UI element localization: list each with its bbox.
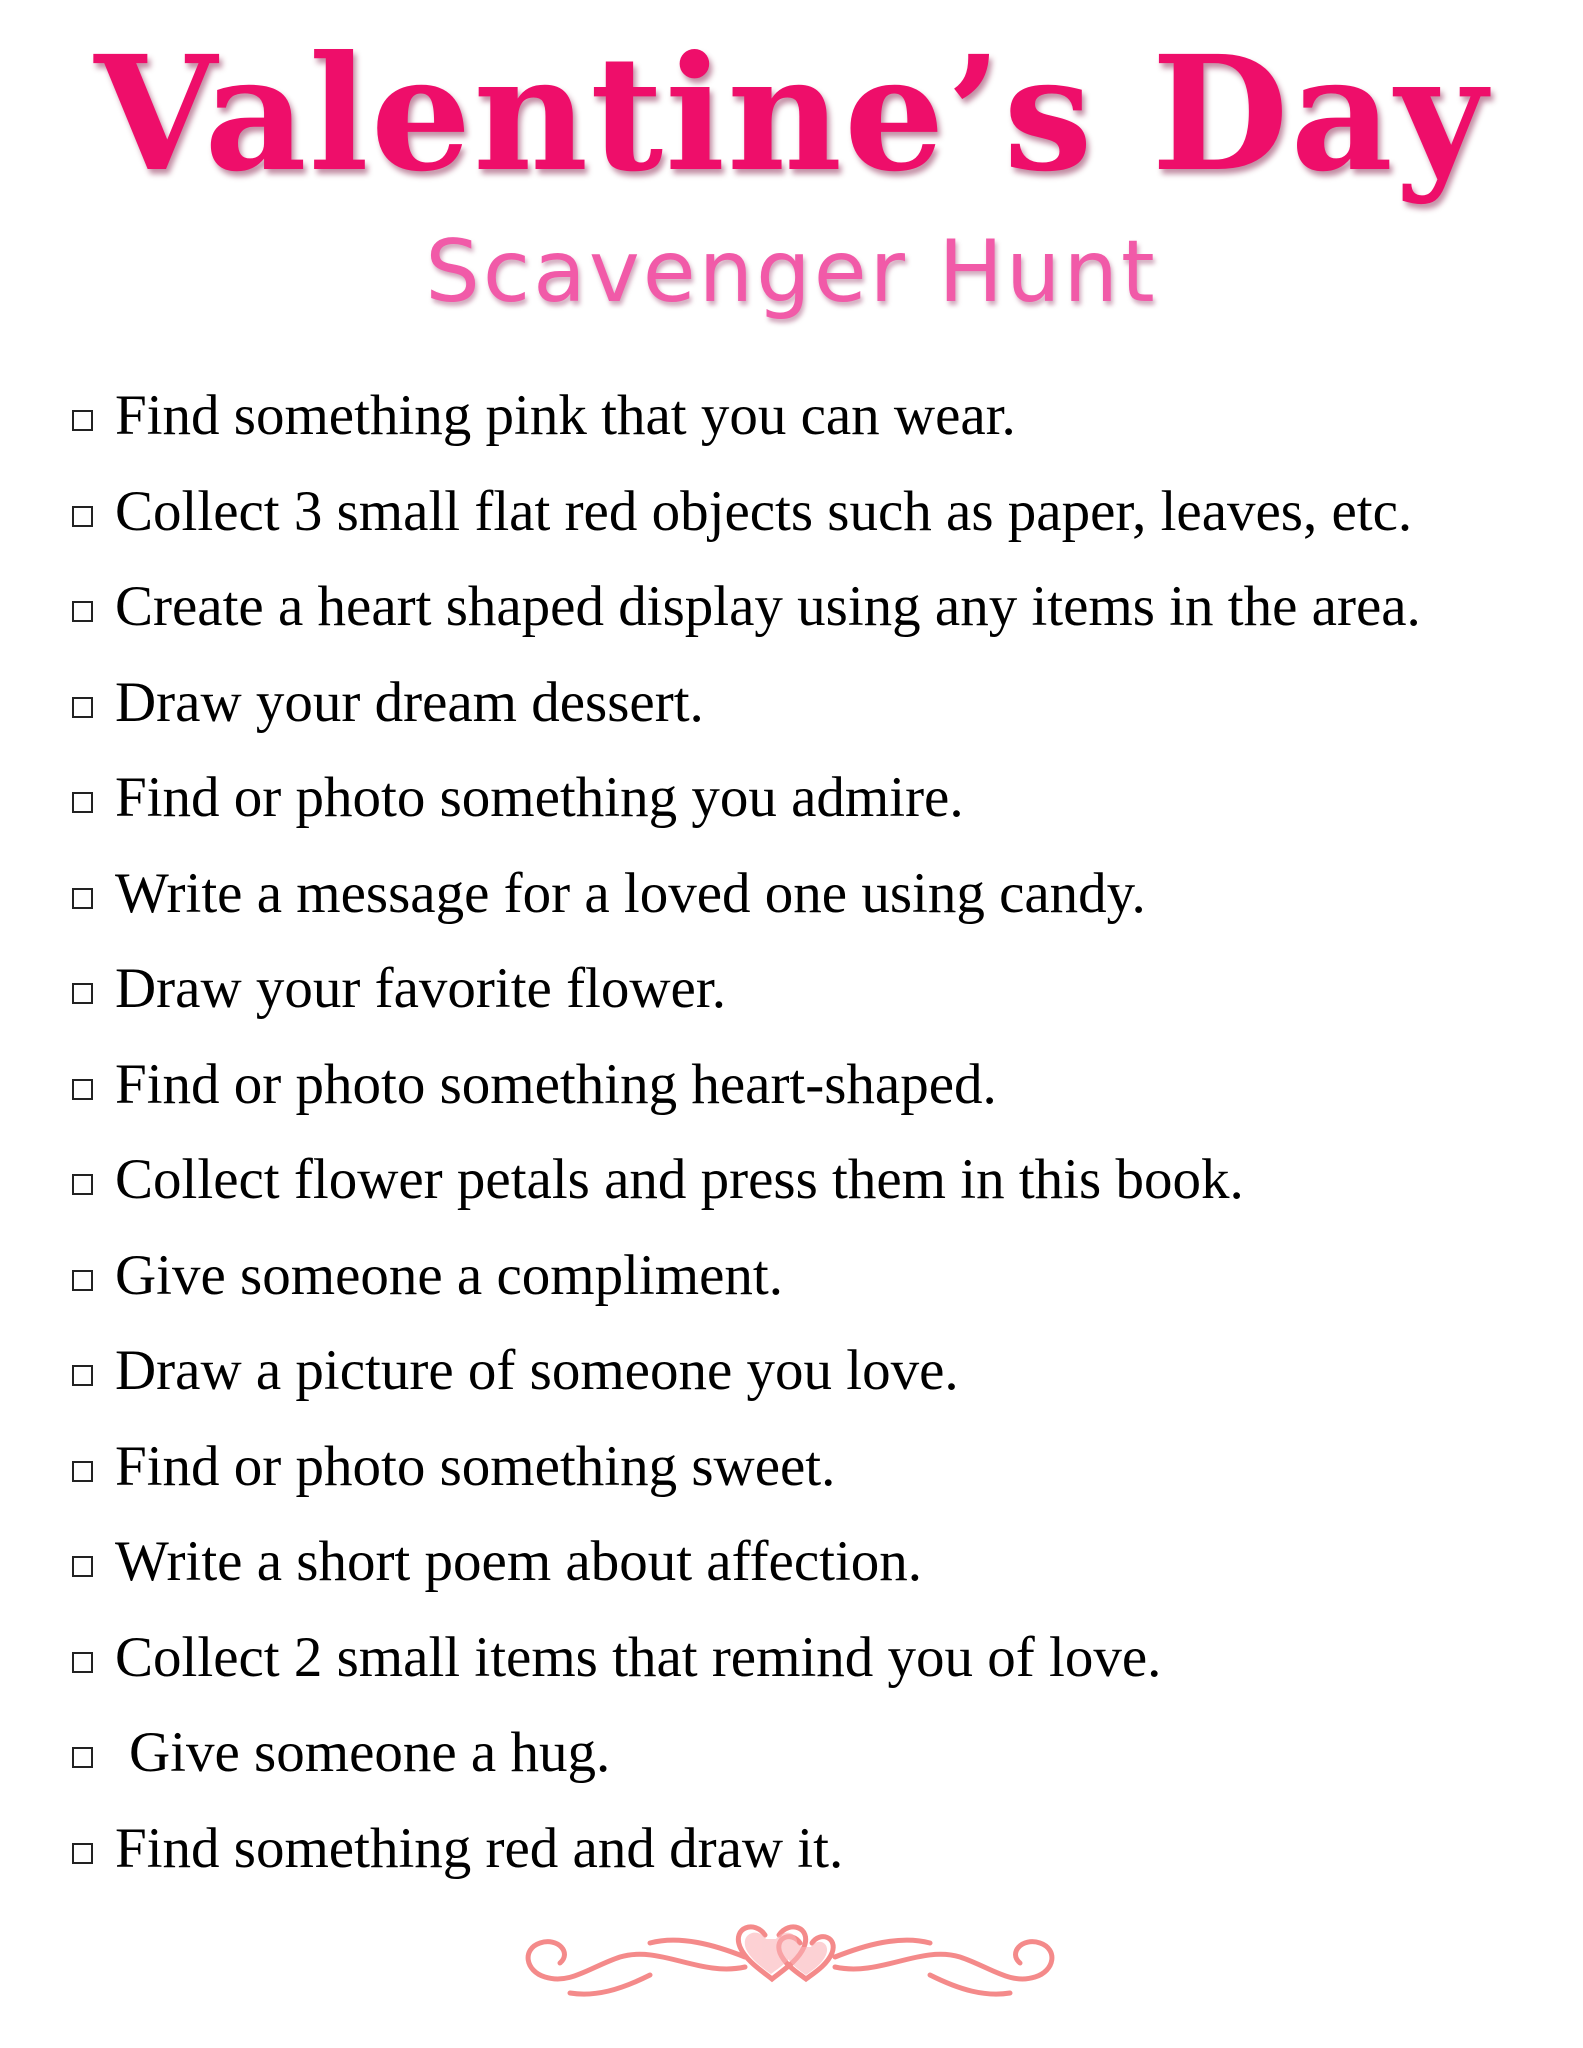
checkbox-icon[interactable] [72,1174,93,1195]
checklist-item-label: Collect 3 small flat red objects such as paper, leaves, etc. [115,479,1413,543]
checklist-item[interactable] [72,464,1552,560]
checkbox-icon[interactable] [72,1270,93,1291]
checklist-item[interactable] [72,1705,1552,1801]
checklist-item[interactable] [72,1514,1552,1610]
checklist-item-label: Collect flower petals and press them in this book. [115,1148,1244,1212]
checkbox-icon[interactable] [72,1461,93,1482]
checklist-item[interactable] [72,750,1552,846]
checklist-item[interactable] [72,1132,1552,1228]
checkbox-icon[interactable] [72,983,93,1004]
checkbox-icon[interactable] [72,697,93,718]
checklist-item-label: Write a short poem about affection. [115,1530,923,1594]
checklist-item-label: Give someone a hug. [129,1721,611,1785]
checklist-item[interactable] [72,1228,1552,1324]
checkbox-icon[interactable] [72,888,93,909]
checklist-item-label: Draw your favorite flower. [115,957,726,1021]
checklist-item[interactable] [72,846,1552,942]
checklist-item-label: Create a heart shaped display using any items in the area. [115,575,1421,639]
checkbox-icon[interactable] [72,1747,93,1768]
checklist-item[interactable] [72,1323,1552,1419]
checkbox-icon[interactable] [72,506,93,527]
checklist-item-label: Find something red and draw it. [115,1816,844,1880]
page-subtitle: Scavenger Hunt [425,222,1158,322]
checklist-item[interactable] [72,368,1552,464]
checkbox-icon[interactable] [72,792,93,813]
checklist-item-label: Find or photo something heart-shaped. [115,1052,997,1116]
checklist-item[interactable] [72,1610,1552,1706]
checkbox-icon[interactable] [72,1365,93,1386]
checklist-item[interactable] [72,655,1552,751]
page-title: Valentine’s Day [94,22,1489,207]
checkbox-icon[interactable] [72,1556,93,1577]
checkbox-icon[interactable] [72,601,93,622]
checklist-item-label: Collect 2 small items that remind you of love. [115,1625,1162,1689]
checklist-item[interactable] [72,1801,1552,1897]
double-heart-swirl-icon [500,1905,1080,2005]
checklist-item-label: Find or photo something sweet. [115,1434,836,1498]
checklist-item-label: Find or photo something you admire. [115,766,964,830]
checkbox-icon[interactable] [72,1843,93,1864]
checklist-item-label: Draw your dream dessert. [115,670,704,734]
checkbox-icon[interactable] [72,1652,93,1673]
scavenger-checklist [72,368,1552,1896]
checklist-item[interactable] [72,1037,1552,1133]
checklist-item-label: Find something pink that you can wear. [115,384,1016,448]
checkbox-icon[interactable] [72,410,93,431]
checklist-item-label: Draw a picture of someone you love. [115,1339,959,1403]
checklist-item-label: Give someone a compliment. [115,1243,783,1307]
checklist-item[interactable] [72,1419,1552,1515]
checkbox-icon[interactable] [72,1079,93,1100]
checklist-item[interactable] [72,559,1552,655]
checklist-item[interactable] [72,941,1552,1037]
checklist-item-label: Write a message for a loved one using candy. [115,861,1146,925]
